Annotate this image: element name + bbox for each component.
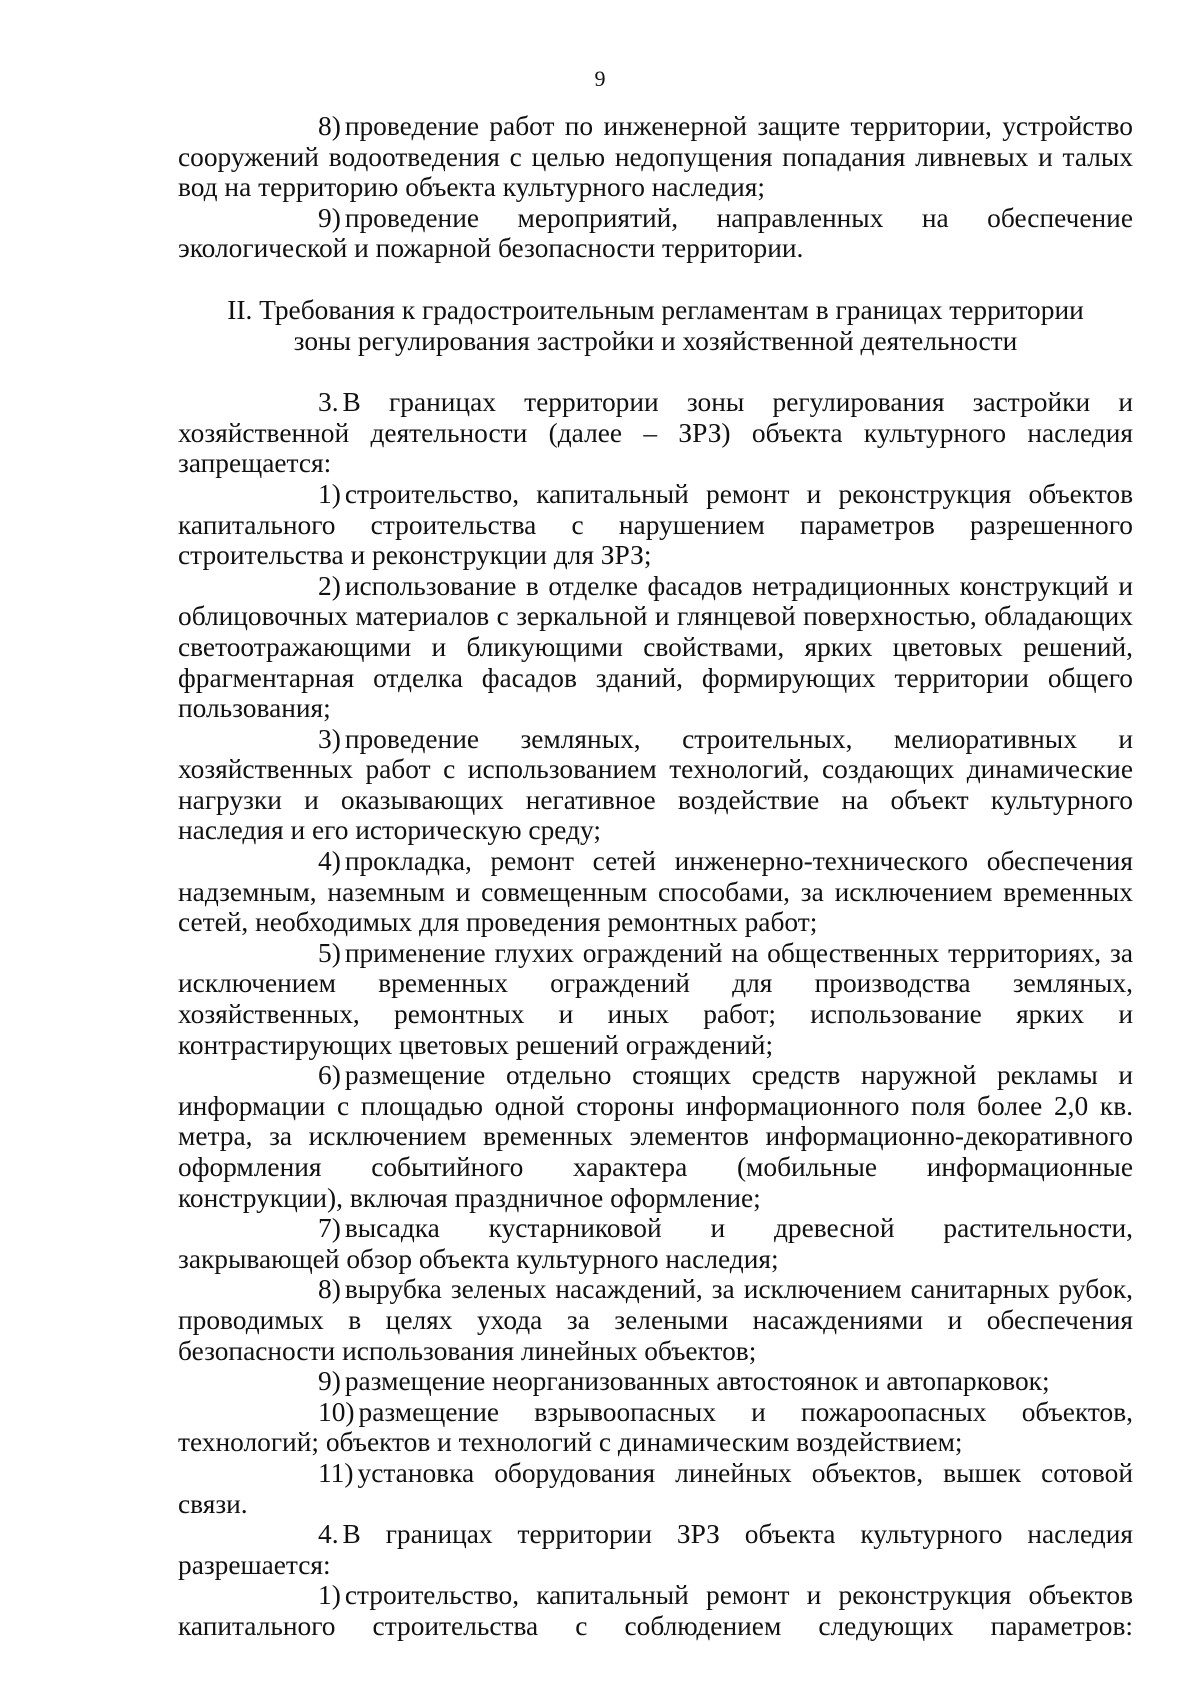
- item-number: 8): [318, 1274, 341, 1305]
- item-number: 3): [318, 723, 341, 754]
- item-text: использование в отделке фасадов нетрадиционных конструкций и облицовочных материалов с зеркальной и глянцевой поверхностью, обладающих светоотражающими и бликующими свойствами, ярких цветовых решений, фрагментарная отделка фасадов зданий, формирующих территории общего пользования;: [178, 570, 1133, 724]
- item-number: 1): [318, 478, 341, 509]
- item-number: 11): [318, 1457, 354, 1488]
- list-item: [178, 1580, 1133, 1641]
- item-text: строительство, капитальный ремонт и реконструкция объектов капитального строительства с нарушением параметров разрешенного строительства и реконструкции для ЗРЗ;: [178, 478, 1133, 571]
- page-number: 9: [594, 66, 606, 91]
- list-item: [178, 846, 1133, 938]
- item-text: размещение взрывоопасных и пожароопасных объектов, технологий; объектов и технологий с динамическим воздействием;: [178, 1396, 1133, 1458]
- list-item: [178, 1458, 1133, 1519]
- item-text: проведение мероприятий, направленных на обеспечение экологической и пожарной безопасности территории.: [178, 202, 1133, 264]
- section-heading: [178, 295, 1133, 356]
- item-number: 6): [318, 1060, 341, 1091]
- clause-number: 4.: [318, 1519, 339, 1550]
- item-text: применение глухих ограждений на общественных территориях, за исключением временных ограждений для производства земляных, хозяйственных, ремонтных и иных работ; использование ярких и контрастирующих цветовых решений ограждений;: [178, 937, 1133, 1060]
- item-number: 10): [318, 1396, 355, 1427]
- list-item: [178, 1060, 1133, 1213]
- item-number: 5): [318, 937, 341, 968]
- list-item: [178, 1274, 1133, 1366]
- item-text: проведение работ по инженерной защите территории, устройство сооружений водоотведения с целью недопущения попадания ливневых и талых вод на территорию объекта культурного наследия;: [178, 111, 1133, 203]
- clause-paragraph: [178, 1519, 1133, 1580]
- item-text: прокладка, ремонт сетей инженерно-технического обеспечения надземным, наземным и совмещенным способами, за исключением временных сетей, необходимых для проведения ремонтных работ;: [178, 846, 1133, 938]
- section-heading-line-2: зоны регулирования застройки и хозяйственной деятельности: [293, 325, 1018, 356]
- item-number: 9): [318, 202, 341, 233]
- item-text: высадка кустарниковой и древесной растительности, закрывающей обзор объекта культурного наследия;: [178, 1213, 1133, 1274]
- item-number: 9): [318, 1366, 341, 1397]
- list-item: [178, 571, 1133, 724]
- clause-paragraph: [178, 387, 1133, 479]
- clause-number: 3.: [318, 387, 339, 418]
- item-text: строительство, капитальный ремонт и реконструкция объектов капитального строительства с соблюдением следующих параметров:: [178, 1580, 1133, 1641]
- item-number: 7): [318, 1213, 341, 1244]
- item-text: проведение земляных, строительных, мелиоративных и хозяйственных работ с использованием технологий, создающих динамические нагрузки и оказывающих негативное воздействие на объект культурного наследия и его историческую среду;: [178, 723, 1133, 846]
- list-item: [178, 479, 1133, 571]
- list-item: [178, 1213, 1133, 1274]
- list-item: [178, 1397, 1133, 1458]
- item-text: размещение неорганизованных автостоянок и автопарковок;: [344, 1366, 1050, 1397]
- list-item: [178, 203, 1133, 264]
- clause-text: В границах территории зоны регулирования застройки и хозяйственной деятельности (далее – ЗРЗ) объекта культурного наследия запрещается:: [178, 387, 1133, 479]
- item-text: установка оборудования линейных объектов, вышек сотовой связи.: [178, 1457, 1133, 1519]
- list-item: [178, 938, 1133, 1060]
- section-heading-line-1: II. Требования к градостроительным регламентам в границах территории: [227, 294, 1084, 325]
- item-text: вырубка зеленых насаждений, за исключением санитарных рубок, проводимых в целях ухода за зелеными насаждениями и обеспечения безопасности использования линейных объектов;: [178, 1274, 1133, 1366]
- item-text: размещение отдельно стоящих средств наружной рекламы и информации с площадью одной стороны информационного поля более 2,0 кв. метра, за исключением временных элементов информационно-декоративного оформления событийного характера (мобильные информационные конструкции), включая праздничное оформление;: [178, 1060, 1133, 1213]
- item-number: 2): [318, 570, 341, 601]
- item-number: 8): [318, 111, 341, 141]
- item-number: 4): [318, 846, 341, 877]
- document-body: [178, 111, 1133, 1642]
- list-item: [178, 724, 1133, 846]
- list-item: [178, 111, 1133, 203]
- clause-text: В границах территории ЗРЗ объекта культурного наследия разрешается:: [178, 1519, 1133, 1580]
- item-number: 1): [318, 1580, 341, 1611]
- list-item: [178, 1366, 1133, 1397]
